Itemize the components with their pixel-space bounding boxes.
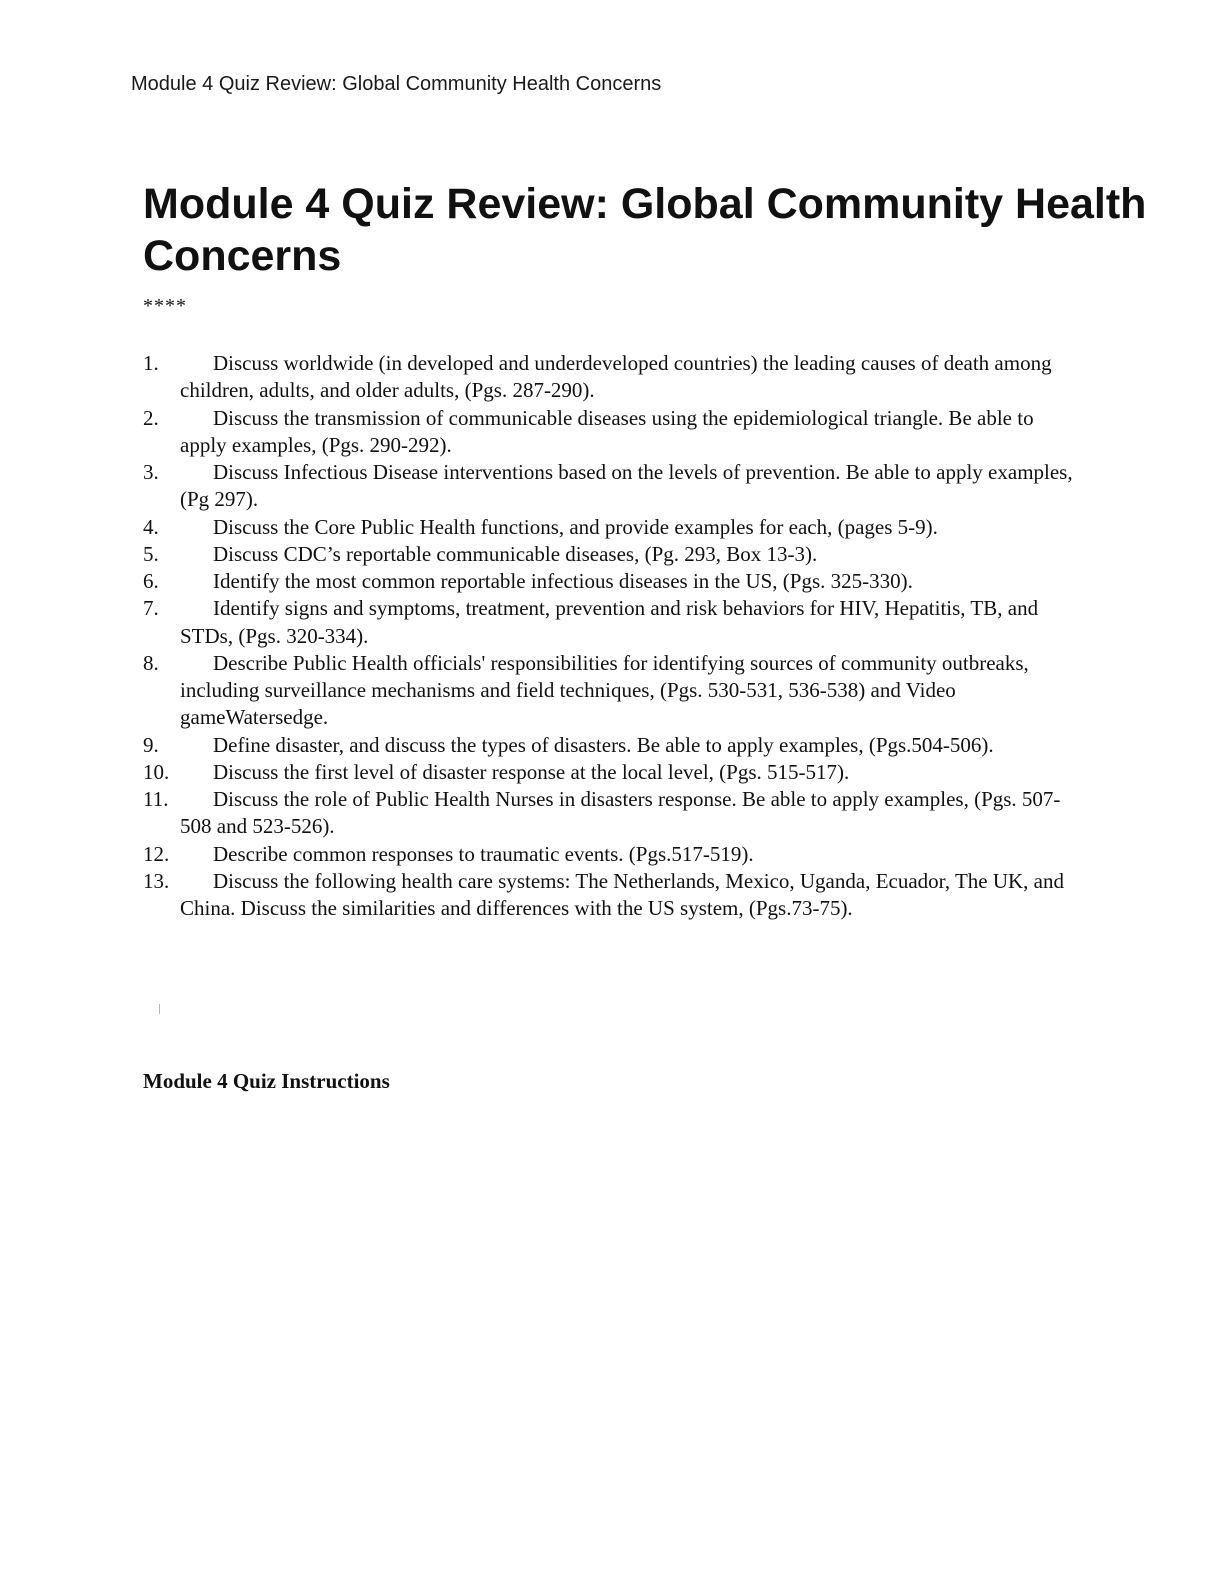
item-number: 6.	[143, 569, 159, 593]
item-text: Discuss the first level of disaster response at the local level, (Pgs. 515-517).	[213, 759, 850, 784]
item-number: 13.	[143, 868, 170, 893]
running-header: Module 4 Quiz Review: Global Community Health Concerns	[131, 73, 662, 95]
item-number: 11.	[143, 787, 169, 811]
item-text: Identify signs and symptoms, treatment, prevention and risk behaviors for HIV, Hepatitis, TB, and STDs, (Pgs. 320-334).	[180, 596, 1039, 648]
item-number: 4.	[143, 514, 159, 539]
list-item	[143, 541, 1078, 568]
item-text: Discuss CDC’s reportable communicable diseases, (Pg. 293, Box 13-3).	[213, 541, 818, 566]
item-text: Discuss the transmission of communicable diseases using the epidemiological triangle. Be able to apply examples, (Pgs. 290-292).	[180, 405, 1034, 457]
item-number: 1.	[143, 351, 159, 375]
review-question-list	[143, 350, 1078, 922]
item-number: 3.	[143, 460, 159, 484]
item-text: Describe common responses to traumatic events. (Pgs.517-519).	[213, 841, 754, 866]
item-number: 7.	[143, 596, 159, 621]
item-text: Discuss Infectious Disease interventions based on the levels of prevention. Be able to apply examples, (Pg 297).	[180, 460, 1073, 512]
list-item	[143, 759, 1078, 786]
item-text: Define disaster, and discuss the types of disasters. Be able to apply examples, (Pgs.504-506).	[213, 732, 994, 757]
item-text: Discuss the following health care systems: The Netherlands, Mexico, Uganda, Ecuador, The UK, and China. Discuss the similarities and differences with the US system, (Pgs.73-75).	[180, 868, 1064, 920]
item-number: 10.	[143, 759, 170, 784]
item-text: Describe Public Health officials' responsibilities for identifying sources of community outbreaks, including surveillance mechanisms and field techniques, (Pgs. 530-531, 536-538) and Video gameWatersedge.	[180, 650, 1029, 730]
item-number: 5.	[143, 541, 159, 566]
item-number: 8.	[143, 650, 159, 675]
list-item	[143, 514, 1078, 541]
list-item	[143, 841, 1078, 868]
list-item	[143, 732, 1078, 759]
list-item	[143, 568, 1078, 595]
stray-mark	[159, 1004, 160, 1014]
instructions-heading: Module 4 Quiz Instructions	[143, 1069, 390, 1093]
list-item	[143, 405, 1078, 460]
separator-text: ****	[143, 295, 187, 317]
list-item	[143, 350, 1078, 405]
item-text: Identify the most common reportable infectious diseases in the US, (Pgs. 325-330).	[213, 569, 913, 593]
item-text: Discuss the role of Public Health Nurses in disasters response. Be able to apply examples, (Pgs. 507-508 and 523-526).	[180, 787, 1061, 839]
item-number: 2.	[143, 405, 159, 430]
list-item	[143, 786, 1078, 841]
item-text: Discuss worldwide (in developed and underdeveloped countries) the leading causes of death among children, adults, and older adults, (Pgs. 287-290).	[180, 351, 1052, 403]
list-item	[143, 650, 1078, 732]
list-item	[143, 868, 1078, 923]
list-item	[143, 595, 1078, 650]
item-text: Discuss the Core Public Health functions, and provide examples for each, (pages 5-9).	[213, 514, 938, 539]
item-number: 9.	[143, 732, 159, 757]
list-item	[143, 459, 1078, 514]
item-number: 12.	[143, 841, 170, 866]
page-title: Module 4 Quiz Review: Global Community Health Concerns	[143, 180, 1147, 280]
